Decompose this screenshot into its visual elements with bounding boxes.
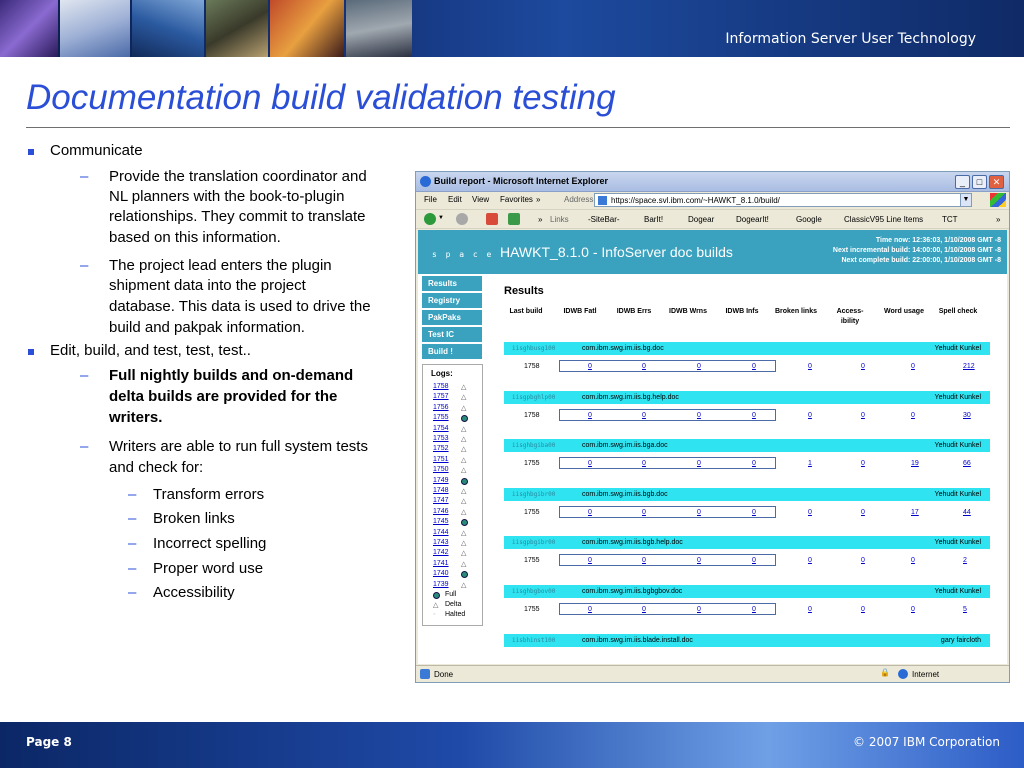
result-value-link[interactable]: 0 (588, 606, 592, 613)
log-link[interactable]: 1749 (433, 476, 449, 484)
delta-build-icon: △ (461, 498, 467, 506)
subbullet-translation-line-4: based on this information. (109, 229, 281, 246)
internet-icon (898, 669, 908, 679)
last-build-value: 1755 (524, 606, 540, 613)
delta-build-icon: △ (461, 446, 467, 454)
log-entry[interactable] (433, 477, 481, 487)
delta-build-icon: △ (461, 581, 467, 589)
table-row (504, 553, 990, 567)
lock-icon: 🔒 (880, 668, 890, 677)
dash-marker: – (128, 486, 137, 503)
table-row (504, 408, 990, 422)
log-entry[interactable] (433, 414, 481, 424)
result-value-link[interactable]: 0 (642, 460, 646, 468)
maximize-button[interactable]: □ (972, 175, 987, 189)
full-build-icon (461, 519, 468, 526)
result-value-link[interactable]: 0 (697, 460, 701, 468)
column-header: IDWB Fatl (563, 308, 597, 315)
links-more[interactable]: » (996, 215, 1001, 224)
column-header: Last build (509, 308, 543, 315)
subbullet-nightly-builds-line-3: writers. (109, 409, 163, 426)
full-build-icon (461, 415, 468, 422)
nav-pakpaks[interactable]: PakPaks (422, 310, 482, 325)
component-name: com.ibm.swg.im.iis.bg.help.doc (582, 393, 679, 401)
dash-marker: – (80, 257, 89, 274)
halted-build-icon: ◦ (433, 611, 436, 618)
component-name: com.ibm.swg.im.iis.bga.doc (582, 442, 668, 450)
link-tct[interactable]: TCT (942, 215, 958, 224)
log-link[interactable]: 1756 (433, 403, 449, 411)
banner-photo-3 (132, 0, 204, 57)
component-author: Yehudit Kunkel (934, 393, 981, 401)
result-value-link[interactable]: 0 (861, 363, 865, 370)
page-sidenav (422, 276, 482, 361)
link-sitebar[interactable]: -SiteBar- (588, 215, 620, 224)
delta-build-icon: △ (461, 529, 467, 537)
log-link[interactable]: 1753 (433, 435, 449, 442)
log-entry[interactable] (433, 529, 481, 539)
result-value-link[interactable]: 0 (588, 411, 592, 419)
footer (0, 722, 1024, 768)
next-incremental-build: Next incremental build: 14:00:00, 1/10/2008 GMT -8 (832, 247, 1001, 254)
nav-build[interactable]: Build ! (422, 344, 482, 359)
banner-photo-4 (206, 0, 268, 57)
log-entry[interactable] (433, 435, 481, 445)
component-author: Yehudit Kunkel (934, 539, 981, 547)
log-entry[interactable] (433, 383, 481, 393)
result-value-link[interactable]: 0 (808, 411, 812, 419)
menu-favorites[interactable]: Favorites (500, 195, 533, 204)
log-link[interactable]: 1757 (433, 393, 449, 401)
bullet-communicate: Communicate (50, 142, 143, 159)
last-build-value: 1758 (524, 411, 540, 419)
result-value-link[interactable]: 0 (697, 606, 701, 613)
log-entry[interactable] (433, 570, 481, 580)
subbullet-system-tests-line-2: and check for: (109, 459, 204, 476)
column-header: IDWB Infs (725, 308, 759, 315)
log-link[interactable]: 1746 (433, 507, 449, 515)
subbullet-project-lead-line-3: database. This data is used to drive the (109, 298, 371, 315)
result-value-link[interactable]: 44 (963, 508, 971, 516)
log-entry[interactable] (433, 466, 481, 476)
log-entry[interactable] (433, 497, 481, 507)
banner-photo-5 (270, 0, 344, 57)
result-value-link[interactable]: 0 (752, 411, 756, 419)
link-google[interactable]: Google (796, 215, 822, 224)
browser-titlebar (416, 172, 1009, 192)
column-header: IDWB Wrns (669, 308, 707, 315)
log-link[interactable]: 1740 (433, 570, 449, 578)
log-link[interactable]: 1758 (433, 383, 449, 390)
component-author: gary faircloth (940, 636, 981, 644)
result-value-link[interactable]: 0 (911, 557, 915, 565)
log-entry[interactable] (433, 539, 481, 549)
slide-title: Documentation build validation testing (26, 78, 616, 117)
log-entry[interactable] (433, 425, 481, 435)
close-button[interactable]: ✕ (989, 175, 1004, 189)
page-heading: HAWKT_8.1.0 - InfoServer doc builds (500, 244, 733, 260)
result-value-link[interactable]: 0 (752, 508, 756, 516)
back-dropdown-icon[interactable]: ▼ (438, 215, 444, 221)
browser-statusbar (416, 665, 1009, 682)
result-value-link[interactable]: 0 (752, 557, 756, 565)
result-value-link[interactable]: 19 (911, 460, 919, 468)
result-value-link[interactable]: 0 (752, 460, 756, 468)
subbullet-system-tests-line-1: Writers are able to run full system tests (109, 438, 368, 455)
delta-build-icon: △ (461, 508, 467, 516)
result-value-link[interactable]: 66 (963, 460, 971, 468)
log-link[interactable]: 1752 (433, 445, 449, 453)
browser-title: Build report - Microsoft Internet Explorer (434, 176, 609, 186)
logs-title: Logs: (431, 369, 453, 378)
component-author: Yehudit Kunkel (934, 345, 981, 352)
full-build-icon (433, 592, 440, 599)
result-value-link[interactable]: 0 (861, 411, 865, 419)
component-row-header (504, 391, 990, 404)
log-link[interactable]: 1747 (433, 497, 449, 505)
bullet-marker (28, 349, 34, 355)
log-link[interactable]: 1748 (433, 487, 449, 494)
log-entry[interactable] (433, 445, 481, 455)
component-id: iisghbgbov00 (512, 588, 556, 595)
space-label: s p a c e (432, 250, 494, 259)
last-build-value: 1755 (524, 557, 540, 565)
check-item-word-use: Proper word use (153, 560, 264, 577)
forward-icon[interactable] (456, 213, 468, 225)
result-value-link[interactable]: 0 (588, 508, 592, 516)
column-header: Word usage (884, 308, 924, 315)
result-value-link[interactable]: 0 (642, 508, 646, 516)
log-link[interactable]: 1739 (433, 580, 449, 588)
page-icon (598, 196, 607, 205)
table-row (504, 456, 990, 470)
log-entry[interactable] (433, 487, 481, 497)
log-link[interactable]: 1745 (433, 518, 449, 526)
banner-photo-1 (0, 0, 58, 57)
component-name: com.ibm.swg.im.iis.bg.doc (582, 345, 664, 352)
log-link[interactable]: 1741 (433, 559, 449, 567)
result-value-link[interactable]: 0 (911, 606, 915, 613)
browser-toolbar (416, 209, 1009, 229)
result-value-link[interactable]: 0 (861, 508, 865, 516)
delta-build-icon: △ (461, 384, 467, 391)
result-value-link[interactable]: 1 (808, 460, 812, 468)
logs-panel: Logs: 1758 △ 1757 △ 1756 △ 1755 1754 △ 1753 △ 1752 △ 1751 △ 1750 △ 1749 1748 △ 1747 △ 1746 △ 1745 1744 △ 1743 △ 1742 △ 1741 △ 1740 1739 △ Full △ Delta ◦ Halted (422, 364, 483, 626)
delta-build-icon: △ (461, 550, 467, 558)
result-value-link[interactable]: 0 (911, 411, 915, 419)
subbullet-translation-line-3: relationships. They commit to translate (109, 208, 366, 225)
status-text: Done (434, 670, 454, 679)
result-value-link[interactable]: 0 (861, 606, 865, 613)
result-value-link[interactable]: 0 (808, 606, 812, 613)
log-link[interactable]: 1744 (433, 528, 449, 536)
log-link[interactable]: 1743 (433, 539, 449, 546)
log-entry[interactable] (433, 518, 481, 528)
check-item-transform-errors: Transform errors (153, 486, 265, 503)
log-entry[interactable] (433, 581, 481, 591)
page-number: Page 8 (26, 735, 72, 749)
delta-build-icon: △ (461, 467, 467, 475)
log-entry[interactable] (433, 404, 481, 414)
ie-icon (420, 176, 431, 187)
subbullet-translation-line-1: Provide the translation coordinator and (109, 168, 367, 185)
column-header: Access-ibility (836, 308, 864, 325)
log-entry[interactable] (433, 549, 481, 559)
table-row (504, 359, 990, 373)
nav-results[interactable]: Results (422, 276, 482, 291)
component-author: Yehudit Kunkel (934, 490, 981, 498)
table-row (504, 602, 990, 616)
menu-view[interactable]: View (472, 195, 490, 204)
subbullet-nightly-builds-line-1: Full nightly builds and on-demand (109, 367, 354, 384)
delta-build-icon: △ (433, 602, 439, 609)
subbullet-project-lead-line-4: build and pakpak information. (109, 319, 305, 336)
copyright: © 2007 IBM Corporation (853, 735, 1000, 749)
component-author: Yehudit Kunkel (934, 442, 981, 450)
component-name: com.ibm.swg.im.iis.blade.install.doc (582, 636, 693, 644)
title-divider (26, 127, 1010, 128)
address-field[interactable] (594, 193, 972, 207)
component-id: iisghbgibr00 (512, 490, 556, 498)
result-value-link[interactable]: 0 (642, 411, 646, 419)
log-link[interactable]: 1751 (433, 455, 449, 463)
component-row-header (504, 634, 990, 647)
address-dropdown-icon[interactable]: ▼ (960, 193, 972, 207)
result-value-link[interactable]: 0 (697, 508, 701, 516)
header-title: Information Server User Technology (725, 31, 976, 47)
dash-marker: – (80, 438, 89, 455)
result-value-link[interactable]: 0 (808, 557, 812, 565)
column-header: Spell check (938, 308, 978, 315)
component-author: Yehudit Kunkel (934, 588, 981, 595)
winlogo-icon (990, 193, 1006, 207)
delta-build-icon: △ (461, 540, 467, 547)
result-value-link[interactable]: 30 (963, 411, 971, 419)
result-value-link[interactable]: 0 (697, 411, 701, 419)
result-value-link[interactable]: 0 (642, 363, 646, 370)
subbullet-translation-line-2: NL planners with the book-to-plugin (109, 188, 345, 205)
last-build-value: 1758 (524, 363, 540, 370)
done-icon (420, 669, 430, 679)
full-build-icon (461, 478, 468, 485)
result-value-link[interactable]: 0 (752, 363, 756, 370)
result-value-link[interactable]: 0 (697, 557, 701, 565)
links-label: Links (550, 215, 569, 224)
table-row (504, 505, 990, 519)
component-row-header (504, 585, 990, 598)
log-link[interactable]: 1755 (433, 414, 449, 422)
result-value-link[interactable]: 212 (963, 363, 975, 370)
log-entry[interactable] (433, 508, 481, 518)
browser-content (418, 230, 1007, 664)
browser-window (415, 171, 1010, 683)
log-entry[interactable] (433, 456, 481, 466)
result-value-link[interactable]: 0 (808, 508, 812, 516)
component-id: iisgpbgibr00 (512, 539, 556, 547)
link-classicv95[interactable]: ClassicV95 Line Items (844, 215, 924, 224)
page-header (418, 230, 1007, 274)
component-id: iisghbgiba00 (512, 442, 556, 450)
zone-text: Internet (912, 670, 940, 679)
header-banner (0, 0, 1024, 57)
back-icon[interactable] (424, 213, 436, 225)
result-value-link[interactable]: 2 (963, 557, 967, 565)
result-value-link[interactable]: 0 (588, 363, 592, 370)
dash-marker: – (128, 510, 137, 527)
last-build-value: 1755 (524, 508, 540, 516)
last-build-value: 1755 (524, 460, 540, 468)
component-id: iisbhinst100 (512, 636, 556, 644)
result-value-link[interactable]: 17 (911, 508, 919, 516)
subbullet-nightly-builds-line-2: delta builds are provided for the (109, 388, 338, 405)
address-text: https://space.svl.ibm.com/~HAWKT_8.1.0/build/ (611, 196, 780, 205)
time-now: Time now: 12:36:03, 1/10/2008 GMT -8 (875, 237, 1001, 244)
banner-photo-6 (346, 0, 412, 57)
nav-test-ic[interactable]: Test IC (422, 327, 482, 342)
component-row-header (504, 439, 990, 452)
next-complete-build: Next complete build: 22:00:00, 1/10/2008 GMT -8 (841, 257, 1001, 264)
delta-build-icon: △ (461, 560, 467, 568)
log-entry[interactable] (433, 560, 481, 570)
dash-marker: – (128, 560, 137, 577)
column-header: IDWB Errs (616, 308, 652, 315)
dash-marker: – (80, 168, 89, 185)
component-row-header (504, 536, 990, 549)
result-value-link[interactable]: 0 (911, 363, 915, 370)
component-id: iisghbusg100 (512, 345, 556, 352)
result-value-link[interactable]: 0 (861, 460, 865, 468)
component-name: com.ibm.swg.im.iis.bgbgbov.doc (582, 588, 683, 595)
refresh-icon[interactable] (508, 213, 520, 225)
delta-build-icon: △ (461, 488, 467, 495)
full-build-icon (461, 571, 468, 578)
component-id: iisgpbghlp00 (512, 393, 556, 401)
result-value-link[interactable]: 0 (861, 557, 865, 565)
subbullet-project-lead-line-2: shipment data into the project (109, 277, 306, 294)
stop-icon[interactable] (486, 213, 498, 225)
result-value-link[interactable]: 0 (808, 363, 812, 370)
menu-edit[interactable]: Edit (448, 195, 462, 204)
result-value-link[interactable]: 0 (642, 557, 646, 565)
menu-file[interactable]: File (424, 195, 437, 204)
check-item-incorrect-spelling: Incorrect spelling (153, 535, 267, 552)
address-label: Address (564, 195, 594, 204)
link-dogear[interactable]: Dogear (688, 215, 715, 224)
nav-registry[interactable]: Registry (422, 293, 482, 308)
delta-build-icon: △ (461, 456, 467, 464)
delta-build-icon: △ (461, 394, 467, 402)
result-value-link[interactable]: 0 (697, 363, 701, 370)
toolbar-more[interactable]: » (538, 215, 543, 224)
browser-menubar (416, 192, 1009, 208)
column-header: Broken links (774, 308, 817, 315)
component-row-header (504, 488, 990, 501)
dash-marker: – (128, 584, 137, 601)
result-value-link[interactable]: 0 (752, 606, 756, 613)
delta-build-icon: △ (461, 425, 467, 433)
log-link[interactable]: 1742 (433, 549, 449, 557)
check-item-broken-links: Broken links (153, 510, 235, 527)
delta-build-icon: △ (461, 404, 467, 412)
delta-build-icon: △ (461, 436, 467, 443)
component-name: com.ibm.swg.im.iis.bgb.doc (582, 490, 668, 498)
component-row-header (504, 342, 990, 355)
log-link[interactable]: 1750 (433, 466, 449, 474)
dash-marker: – (128, 535, 137, 552)
check-item-accessibility: Accessibility (153, 584, 235, 601)
link-dogearit[interactable]: DogearIt! (736, 215, 769, 224)
bullet-edit-build-test: Edit, build, and test, test, test.. (50, 342, 251, 359)
log-entry[interactable] (433, 393, 481, 403)
dash-marker: – (80, 367, 89, 384)
subbullet-project-lead-line-1: The project lead enters the plugin (109, 257, 332, 274)
result-value-link[interactable]: 5 (963, 606, 967, 613)
component-name: com.ibm.swg.im.iis.bgb.help.doc (582, 539, 683, 547)
bullet-marker (28, 149, 34, 155)
result-value-link[interactable]: 0 (588, 460, 592, 468)
result-value-link[interactable]: 0 (642, 606, 646, 613)
result-value-link[interactable]: 0 (588, 557, 592, 565)
results-title: Results (504, 285, 544, 297)
banner-photo-2 (60, 0, 130, 57)
log-link[interactable]: 1754 (433, 424, 449, 432)
minimize-button[interactable]: _ (955, 175, 970, 189)
menu-more[interactable]: » (536, 195, 541, 204)
link-barit[interactable]: BarIt! (644, 215, 664, 224)
